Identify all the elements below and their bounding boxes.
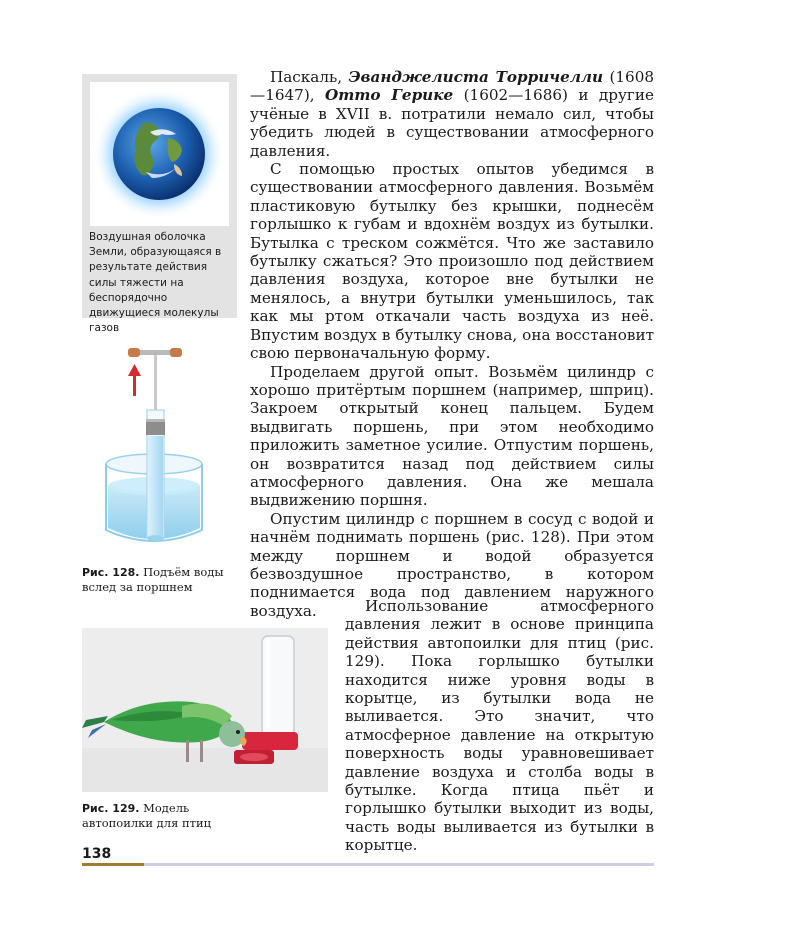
main-text <box>250 68 654 620</box>
footer-rule-gold <box>82 863 144 866</box>
paragraph-3: Проделаем другой опыт. Возьмём цилиндр с хорошо притёртым поршнем (например, шприц). Закроем открытый конец пальцем. Будем выдвигать поршень, при этом необходимо приложить заметное усилие. Отпустим поршень, он возвратится назад под действием силы атмосферного давления. Она же мешала выдвижению поршня. <box>250 362 654 510</box>
p1-lead: Паскаль, <box>270 68 343 86</box>
earth-caption: Воздушная оболочка Земли, образующаяся в результате действия силы тяжести на беспорядочно движущиеся молекулы газов <box>89 231 222 335</box>
footer-rule-lavender <box>144 863 654 866</box>
figure-128-text: Подъём воды вслед за поршнем <box>82 565 224 594</box>
figure-129-caption <box>82 801 242 831</box>
figure-128-caption <box>82 565 242 595</box>
name-guericke: Отто Герике <box>325 86 454 105</box>
name-torricelli: Эванджелиста Торричелли <box>348 68 604 86</box>
paragraph-1 <box>250 68 654 160</box>
figure-128-illustration <box>92 340 232 560</box>
figure-129-text: Модель автопоилки для птиц <box>82 801 212 830</box>
paragraph-5: Использование атмосферного давления лежит в основе принципа действия автопоилки для птиц (рис. 129). Пока горлышко бутылки находится ниже уровня воды в корытце, из бутылки вода не выливается. Это значит, что атмосферное давление на открытую поверхность воды уравновешивает давление воздуха и столба воды в бутылке. Когда птица пьёт и горлышко бутылки выходит из воды, часть воды выливается из бутылки в корытце. <box>345 597 654 855</box>
figure-129-photo <box>82 628 328 792</box>
paragraph-4: Опустим цилиндр с поршнем в сосуд с водой и начнём поднимать поршень (рис. 128). При этом между поршнем и водой образуется безвоздушное пространство, в котором поднимается вода под давлением наружного воздуха. <box>250 509 654 620</box>
p1-mid: (1608—1647), <box>250 68 655 105</box>
sidebar-earth-box <box>82 74 237 335</box>
earth-image <box>90 82 229 226</box>
figure-128-label: Рис. 128. <box>82 566 140 579</box>
paragraph-2: С помощью простых опытов убедимся в существовании атмосферного давления. Возьмём пластиковую бутылку без крышки, поднесём горлышко к губам и вдохнём воздух из бутылки. Бутылка с треском сожмётся. Что же заставило бутылку сжаться? Это произошло под действием давления воздуха, которое вне бутылки не менялось, а внутри бутылки уменьшилось, так как мы ртом откачали часть воздуха из неё. Впустим воздух в бутылку снова, она восстановит свою первоначальную форму. <box>250 160 654 363</box>
p1-rest: (1602—1686) и другие учёные в XVII в. потратили немало сил, чтобы убедить людей в существовании атмосферного давления. <box>250 86 655 160</box>
page-number: 138 <box>82 846 112 862</box>
figure-129-label: Рис. 129. <box>82 802 140 815</box>
